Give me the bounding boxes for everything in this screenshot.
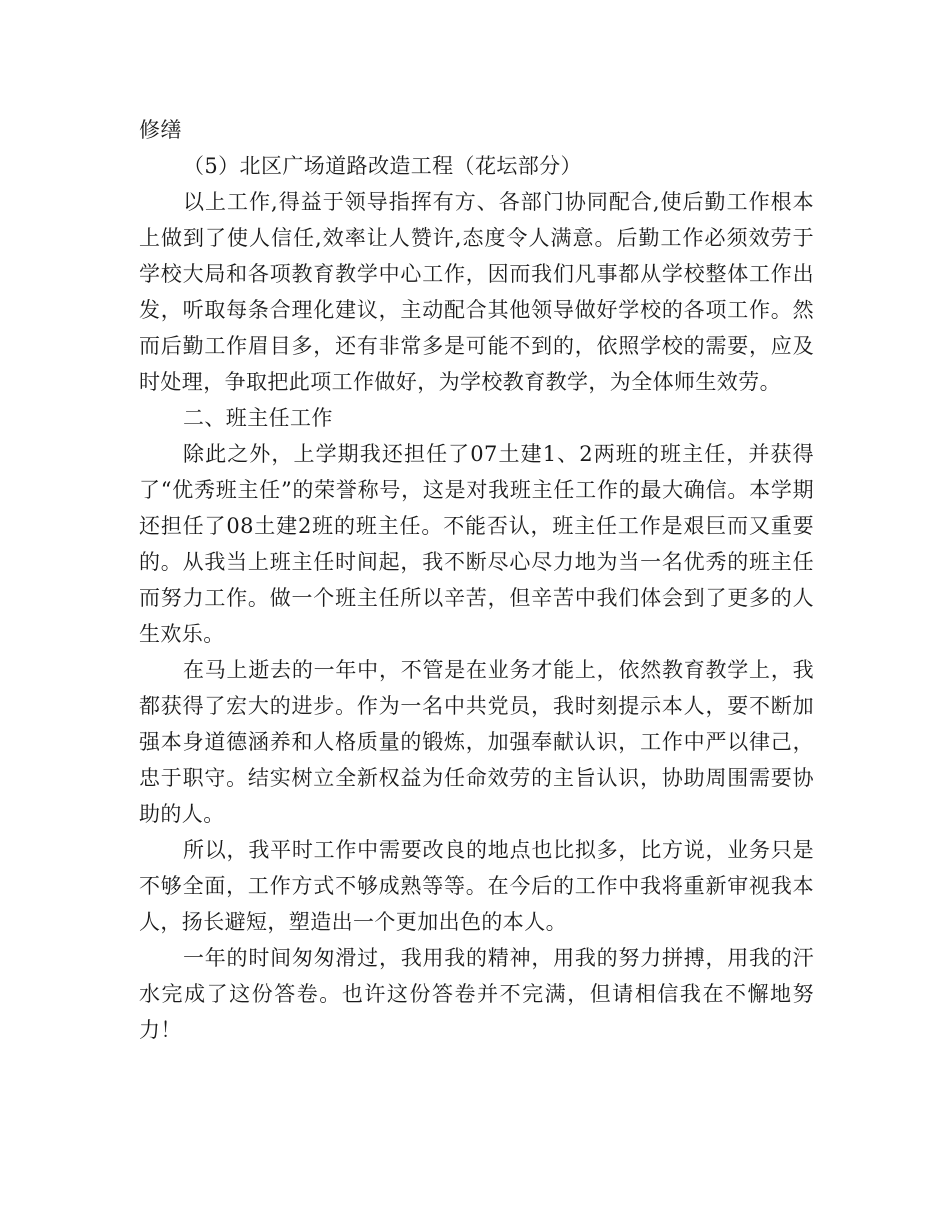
continuation-text: 修缮	[139, 118, 182, 142]
paragraph-class-teacher: 除此之外，上学期我还担任了07土建1、2两班的班主任，并获得了“优秀班主任”的荣誉称号，这是对我班主任工作的最大确信。本学期还担任了08土建2班的班主任。不能否认，班主任工作是艰巨而又重要的。从我当上班主任时间起，我不断尽心尽力地为当一名优秀的班主任而努力工作。做一个班主任所以辛苦，但辛苦中我们体会到了更多的人生欢乐。	[139, 442, 814, 646]
document-page	[139, 112, 814, 1048]
paragraph-conclusion: 一年的时间匆匆滑过，我用我的精神，用我的努力拼搏，用我的汗水完成了这份答卷。也许这份答卷并不完满，但请相信我在不懈地努力！	[139, 946, 814, 1042]
paragraph-progress: 在马上逝去的一年中，不管是在业务才能上，依然教育教学上，我都获得了宏大的进步。作为一名中共党员，我时刻提示本人，要不断加强本身道德涵养和人格质量的锻炼，加强奉献认识，工作中严以律己，忠于职守。结实树立全新权益为任命效劳的主旨认识，协助周围需要协助的人。	[139, 658, 814, 826]
list-item-5: （5）北区广场道路改造工程（花坛部分）	[183, 154, 582, 178]
paragraph-improvement: 所以，我平时工作中需要改良的地点也比拟多，比方说，业务只是不够全面，工作方式不够成熟等等。在今后的工作中我将重新审视我本人，扬长避短，塑造出一个更加出色的本人。	[139, 838, 814, 934]
paragraph-logistics-summary: 以上工作,得益于领导指挥有方、各部门协同配合,使后勤工作根本上做到了使人信任,效率让人赞许,态度令人满意。后勤工作必须效劳于学校大局和各项教育教学中心工作，因而我们凡事都从学校整体工作出发，听取每条合理化建议，主动配合其他领导做好学校的各项工作。然而后勤工作眉目多，还有非常多是可能不到的，依照学校的需要，应及时处理，争取把此项工作做好，为学校教育教学，为全体师生效劳。	[139, 190, 814, 394]
section-heading-class-teacher: 二、班主任工作	[183, 406, 333, 430]
